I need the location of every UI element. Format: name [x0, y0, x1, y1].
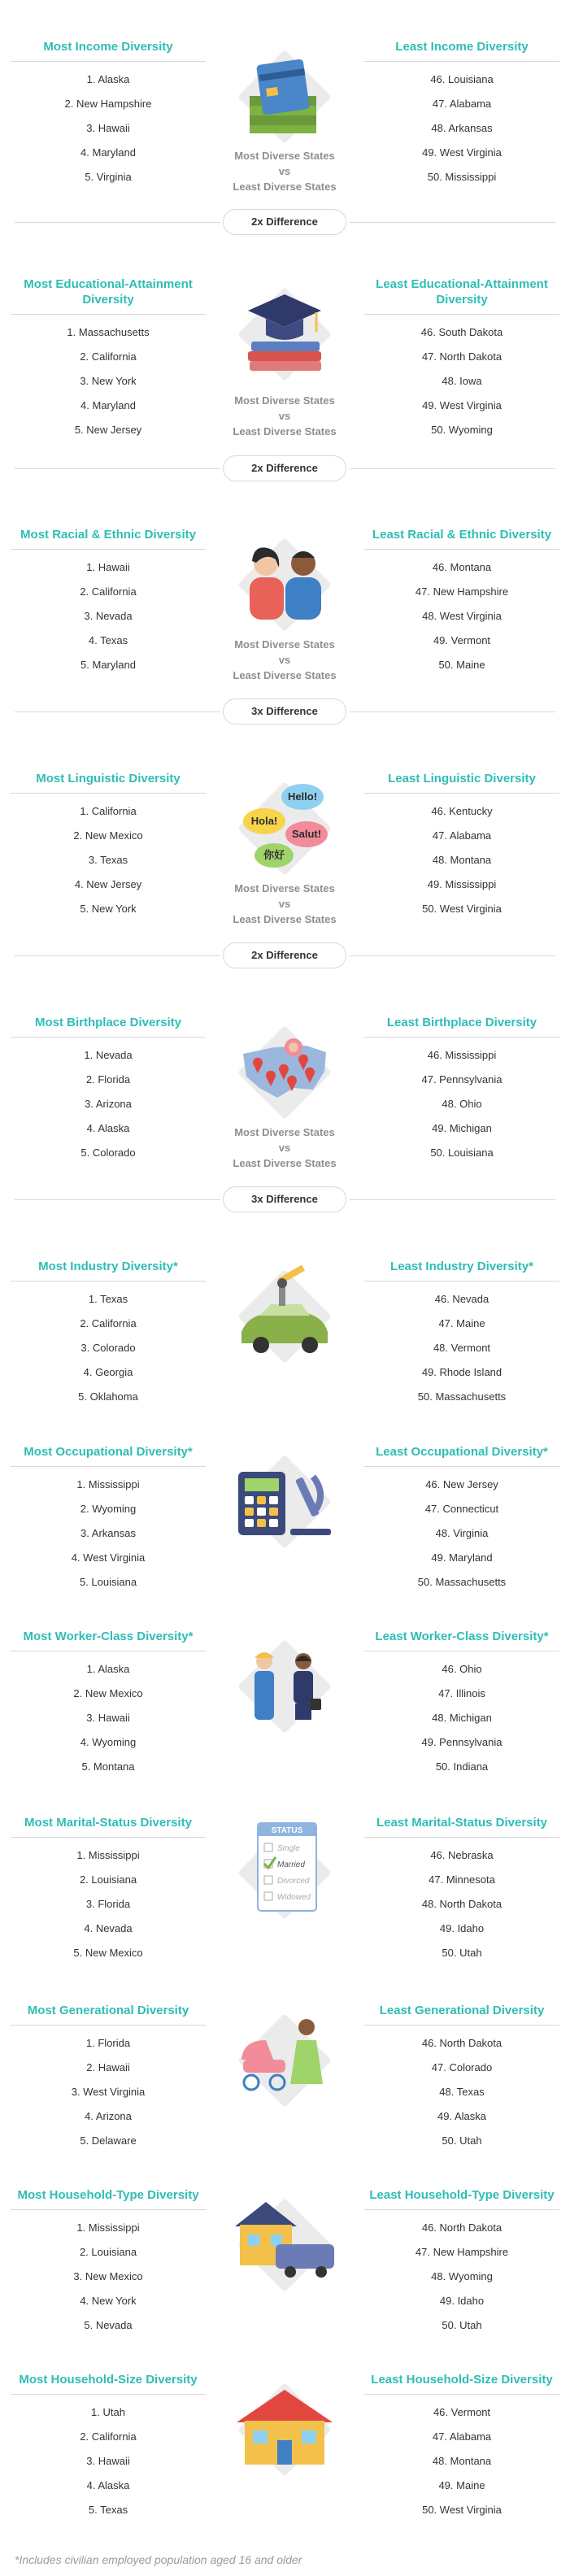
- list-item: 1. Texas: [88, 1293, 128, 1305]
- most-diverse-list: [11, 67, 206, 189]
- list-item: 50. Utah: [442, 1947, 482, 1959]
- least-diverse-title: Least Income Diversity: [364, 39, 559, 62]
- least-diverse-column: [364, 527, 559, 677]
- list-item: 1. California: [80, 805, 137, 817]
- list-item: 5. Delaware: [80, 2134, 137, 2147]
- list-item: 5. New York: [80, 903, 137, 915]
- most-diverse-title: Most Worker-Class Diversity*: [11, 1629, 206, 1651]
- list-item: 5. New Jersey: [74, 424, 142, 436]
- status-option: Widowed: [277, 1893, 311, 1902]
- comparison-text: vs: [278, 898, 291, 910]
- most-diverse-column: [11, 771, 206, 921]
- least-diverse-title: Least Generational Diversity: [364, 2003, 559, 2026]
- least-diverse-list: [364, 67, 559, 189]
- list-item: 49. Vermont: [433, 634, 491, 646]
- status-heading: STATUS: [271, 1826, 303, 1835]
- list-item: 2. California: [80, 585, 137, 598]
- least-diverse-list: [364, 555, 559, 677]
- divider-line: [15, 955, 220, 956]
- list-item: 4. Wyoming: [80, 1736, 137, 1748]
- most-diverse-list: [11, 2216, 206, 2338]
- most-diverse-column: [11, 1444, 206, 1595]
- list-item: 46. Louisiana: [430, 73, 494, 85]
- list-item: 48. Virginia: [435, 1527, 489, 1539]
- least-diverse-list: [364, 320, 559, 442]
- list-item: 4. Alaska: [86, 2479, 130, 2491]
- list-item: 46. Kentucky: [431, 805, 493, 817]
- status-option: Divorced: [277, 1877, 310, 1886]
- speech-bubbles-icon: [225, 771, 343, 893]
- list-item: 49. Rhode Island: [421, 1366, 503, 1378]
- bubble-text: Hola!: [250, 815, 278, 827]
- list-item: 1. Florida: [85, 2037, 131, 2049]
- list-item: 2. New Mexico: [73, 1687, 143, 1699]
- list-item: 1. Mississippi: [76, 1478, 140, 1490]
- list-item: 2. Florida: [85, 1073, 131, 1086]
- section-industry: [0, 1259, 570, 1421]
- list-item: 47. Colorado: [431, 2061, 493, 2073]
- least-diverse-column: [364, 1444, 559, 1595]
- list-item: 49. Idaho: [439, 2295, 485, 2307]
- comparison-text: Most Diverse States: [234, 150, 335, 162]
- list-item: 50. Maine: [438, 659, 485, 671]
- least-diverse-list: [364, 2031, 559, 2153]
- list-item: 3. New York: [80, 375, 137, 387]
- comparison-label: [220, 393, 350, 439]
- two-people-icon: [225, 527, 343, 649]
- divider-line: [350, 222, 555, 223]
- comparison-label: [220, 148, 350, 194]
- list-item: 47. Alabama: [432, 829, 492, 842]
- list-item: 1. Alaska: [86, 1663, 130, 1675]
- list-item: 2. New Mexico: [73, 829, 143, 842]
- list-item: 49. Mississippi: [427, 878, 497, 890]
- list-item: 46. New Jersey: [425, 1478, 498, 1490]
- list-item: 48. Ohio: [442, 1098, 482, 1110]
- list-item: 48. Montana: [432, 854, 492, 866]
- section-worker: [0, 1629, 570, 1791]
- difference-divider: [0, 454, 570, 483]
- difference-divider: [0, 1185, 570, 1214]
- list-item: 47. North Dakota: [421, 350, 503, 363]
- most-diverse-column: [11, 1815, 206, 1965]
- divider-line: [15, 222, 220, 223]
- list-item: 3. Hawaii: [86, 1712, 130, 1724]
- list-item: 46. South Dakota: [420, 326, 503, 338]
- list-item: 46. Vermont: [433, 2406, 491, 2418]
- least-diverse-column: [364, 2003, 559, 2153]
- most-diverse-list: [11, 1043, 206, 1165]
- least-diverse-list: [364, 1043, 559, 1165]
- list-item: 49. West Virginia: [422, 399, 502, 411]
- list-item: 2. New Hampshire: [64, 98, 152, 110]
- divider-line: [15, 468, 220, 469]
- list-item: 4. New Jersey: [74, 878, 142, 890]
- most-diverse-title: Most Educational-Attainment Diversity: [11, 276, 206, 315]
- difference-badge: 2x Difference: [223, 455, 346, 481]
- list-item: 47. New Hampshire: [415, 2246, 509, 2258]
- most-diverse-column: [11, 2187, 206, 2338]
- least-diverse-column: [364, 771, 559, 921]
- comparison-label: [220, 1125, 350, 1171]
- list-item: 1. Hawaii: [86, 561, 130, 573]
- comparison-text: Most Diverse States: [234, 394, 335, 407]
- list-item: 3. Hawaii: [86, 2455, 130, 2467]
- list-item: 2. Louisiana: [79, 1873, 137, 1886]
- status-form-icon: [225, 1815, 343, 1937]
- list-item: 46. North Dakota: [421, 2221, 503, 2234]
- most-diverse-column: [11, 1629, 206, 1779]
- bubble-text: 你好: [263, 849, 285, 861]
- least-diverse-list: [364, 1657, 559, 1779]
- comparison-text: vs: [278, 1142, 291, 1154]
- bubble-text: Salut!: [291, 828, 322, 840]
- most-diverse-title: Most Linguistic Diversity: [11, 771, 206, 794]
- list-item: 4. New York: [80, 2295, 137, 2307]
- most-diverse-column: [11, 2003, 206, 2153]
- list-item: 3. Arkansas: [80, 1527, 136, 1539]
- list-item: 1. Massachusetts: [67, 326, 150, 338]
- house-trailer-icon: [225, 2187, 343, 2309]
- list-item: 4. Alaska: [86, 1122, 130, 1134]
- list-item: 50. Utah: [442, 2319, 482, 2331]
- section-household_size: [0, 2372, 570, 2535]
- least-diverse-title: Least Household-Type Diversity: [364, 2187, 559, 2210]
- most-diverse-title: Most Birthplace Diversity: [11, 1015, 206, 1038]
- list-item: 49. Idaho: [439, 1922, 485, 1934]
- list-item: 3. West Virginia: [71, 2086, 146, 2098]
- list-item: 50. Indiana: [435, 1760, 489, 1773]
- most-diverse-column: [11, 2372, 206, 2522]
- list-item: 49. Maine: [438, 2479, 485, 2491]
- list-item: 2. Hawaii: [86, 2061, 130, 2073]
- least-diverse-column: [364, 1259, 559, 1409]
- list-item: 47. Alabama: [432, 2430, 492, 2443]
- least-diverse-title: Least Marital-Status Diversity: [364, 1815, 559, 1838]
- least-diverse-title: Least Racial & Ethnic Diversity: [364, 527, 559, 550]
- graduation-cap-books-icon: [225, 276, 343, 398]
- list-item: 3. Arizona: [85, 1098, 132, 1110]
- list-item: 46. Montana: [432, 561, 492, 573]
- most-diverse-title: Most Household-Type Diversity: [11, 2187, 206, 2210]
- list-item: 47. Alabama: [432, 98, 492, 110]
- least-diverse-column: [364, 1015, 559, 1165]
- calculator-microscope-icon: [225, 1444, 343, 1566]
- list-item: 46. Nevada: [434, 1293, 490, 1305]
- list-item: 5. Virginia: [85, 171, 132, 183]
- divider-line: [350, 1199, 555, 1200]
- status-option: Married: [277, 1860, 305, 1869]
- list-item: 5. Colorado: [80, 1147, 136, 1159]
- most-diverse-column: [11, 527, 206, 677]
- list-item: 46. Nebraska: [430, 1849, 494, 1861]
- least-diverse-title: Least Linguistic Diversity: [364, 771, 559, 794]
- list-item: 5. Maryland: [80, 659, 136, 671]
- most-diverse-title: Most Generational Diversity: [11, 2003, 206, 2026]
- difference-divider: [0, 697, 570, 726]
- list-item: 50. Mississippi: [427, 171, 497, 183]
- section-marital: [0, 1815, 570, 1978]
- section-occupational: [0, 1444, 570, 1607]
- list-item: 1. Alaska: [86, 73, 130, 85]
- list-item: 46. Mississippi: [427, 1049, 497, 1061]
- divider-line: [350, 955, 555, 956]
- least-diverse-list: [364, 799, 559, 921]
- list-item: 48. Iowa: [442, 375, 482, 387]
- list-item: 48. Arkansas: [431, 122, 493, 134]
- workers-icon: [225, 1629, 343, 1751]
- robot-arm-car-icon: [225, 1259, 343, 1381]
- least-diverse-title: Least Birthplace Diversity: [364, 1015, 559, 1038]
- list-item: 1. Nevada: [84, 1049, 133, 1061]
- list-item: 47. Pennsylvania: [421, 1073, 503, 1086]
- divider-line: [15, 1199, 220, 1200]
- comparison-text: Least Diverse States: [233, 669, 337, 681]
- least-diverse-column: [364, 276, 559, 442]
- least-diverse-title: Least Industry Diversity*: [364, 1259, 559, 1281]
- money-credit-card-icon: [225, 39, 343, 161]
- list-item: 48. Vermont: [433, 1342, 491, 1354]
- list-item: 4. West Virginia: [71, 1551, 146, 1564]
- list-item: 50. West Virginia: [422, 2504, 502, 2516]
- least-diverse-list: [364, 1843, 559, 1965]
- most-diverse-list: [11, 1287, 206, 1409]
- list-item: 5. New Mexico: [73, 1947, 143, 1959]
- list-item: 3. Hawaii: [86, 122, 130, 134]
- bubble-text: Hello!: [287, 790, 318, 803]
- comparison-text: vs: [278, 410, 291, 422]
- list-item: 2. Wyoming: [80, 1503, 137, 1515]
- list-item: 49. Alaska: [437, 2110, 486, 2122]
- house-icon: [225, 2372, 343, 2494]
- list-item: 1. Mississippi: [76, 1849, 140, 1861]
- list-item: 47. Connecticut: [424, 1503, 499, 1515]
- most-diverse-list: [11, 799, 206, 921]
- list-item: 47. Minnesota: [429, 1873, 495, 1886]
- list-item: 5. Nevada: [84, 2319, 133, 2331]
- list-item: 47. New Hampshire: [415, 585, 509, 598]
- list-item: 5. Texas: [88, 2504, 128, 2516]
- divider-line: [15, 711, 220, 712]
- section-generational: [0, 2003, 570, 2165]
- least-diverse-column: [364, 2187, 559, 2338]
- most-diverse-column: [11, 39, 206, 189]
- list-item: 50. Massachusetts: [417, 1576, 507, 1588]
- list-item: 4. Texas: [88, 634, 128, 646]
- least-diverse-title: Least Educational-Attainment Diversity: [364, 276, 559, 315]
- comparison-text: Least Diverse States: [233, 425, 337, 437]
- list-item: 46. Ohio: [442, 1663, 482, 1675]
- divider-line: [350, 468, 555, 469]
- list-item: 4. Georgia: [83, 1366, 133, 1378]
- us-map-pins-icon: [225, 1015, 343, 1137]
- least-diverse-title: Least Household-Size Diversity: [364, 2372, 559, 2395]
- comparison-text: Least Diverse States: [233, 913, 337, 925]
- list-item: 48. Wyoming: [431, 2270, 493, 2282]
- most-diverse-column: [11, 1015, 206, 1165]
- least-diverse-list: [364, 1473, 559, 1595]
- least-diverse-column: [364, 1815, 559, 1965]
- list-item: 46. North Dakota: [421, 2037, 503, 2049]
- least-diverse-title: Least Worker-Class Diversity*: [364, 1629, 559, 1651]
- most-diverse-title: Most Household-Size Diversity: [11, 2372, 206, 2395]
- list-item: 3. Texas: [88, 854, 128, 866]
- list-item: 48. North Dakota: [421, 1898, 503, 1910]
- divider-line: [350, 711, 555, 712]
- list-item: 3. Nevada: [84, 610, 133, 622]
- list-item: 49. West Virginia: [422, 146, 502, 159]
- list-item: 50. Utah: [442, 2134, 482, 2147]
- list-item: 3. Colorado: [80, 1342, 136, 1354]
- list-item: 2. California: [80, 2430, 137, 2443]
- most-diverse-title: Most Racial & Ethnic Diversity: [11, 527, 206, 550]
- comparison-text: Most Diverse States: [234, 882, 335, 894]
- status-option: Single: [277, 1844, 300, 1853]
- list-item: 2. California: [80, 350, 137, 363]
- least-diverse-column: [364, 39, 559, 189]
- least-diverse-list: [364, 2400, 559, 2522]
- woman-stroller-icon: [225, 2003, 343, 2125]
- list-item: 2. Louisiana: [79, 2246, 137, 2258]
- list-item: 4. Maryland: [80, 146, 136, 159]
- difference-badge: 2x Difference: [223, 942, 346, 968]
- list-item: 2. California: [80, 1317, 137, 1329]
- most-diverse-column: [11, 1259, 206, 1409]
- section-household_type: [0, 2187, 570, 2350]
- list-item: 50. Wyoming: [431, 424, 493, 436]
- list-item: 47. Maine: [438, 1317, 485, 1329]
- list-item: 5. Montana: [81, 1760, 135, 1773]
- least-diverse-column: [364, 2372, 559, 2522]
- comparison-text: vs: [278, 165, 291, 177]
- list-item: 48. Montana: [432, 2455, 492, 2467]
- most-diverse-list: [11, 1843, 206, 1965]
- difference-badge: 3x Difference: [223, 698, 346, 724]
- least-diverse-list: [364, 2216, 559, 2338]
- most-diverse-column: [11, 276, 206, 442]
- comparison-text: Least Diverse States: [233, 1157, 337, 1169]
- list-item: 5. Louisiana: [79, 1576, 137, 1588]
- comparison-text: Most Diverse States: [234, 638, 335, 651]
- difference-badge: 3x Difference: [223, 1186, 346, 1212]
- list-item: 5. Oklahoma: [78, 1390, 138, 1403]
- comparison-label: [220, 637, 350, 683]
- list-item: 48. Michigan: [432, 1712, 492, 1724]
- list-item: 50. Louisiana: [430, 1147, 494, 1159]
- most-diverse-title: Most Marital-Status Diversity: [11, 1815, 206, 1838]
- comparison-text: Most Diverse States: [234, 1126, 335, 1138]
- most-diverse-list: [11, 555, 206, 677]
- most-diverse-list: [11, 2400, 206, 2522]
- comparison-text: Least Diverse States: [233, 181, 337, 193]
- list-item: 4. Arizona: [85, 2110, 132, 2122]
- list-item: 48. Texas: [439, 2086, 485, 2098]
- most-diverse-title: Most Income Diversity: [11, 39, 206, 62]
- list-item: 49. Pennsylvania: [421, 1736, 503, 1748]
- most-diverse-list: [11, 320, 206, 442]
- list-item: 50. Massachusetts: [417, 1390, 507, 1403]
- least-diverse-list: [364, 1287, 559, 1409]
- most-diverse-list: [11, 1473, 206, 1595]
- difference-divider: [0, 207, 570, 237]
- most-diverse-list: [11, 1657, 206, 1779]
- list-item: 1. Utah: [91, 2406, 125, 2418]
- difference-divider: [0, 941, 570, 970]
- least-diverse-column: [364, 1629, 559, 1779]
- difference-badge: 2x Difference: [223, 209, 346, 235]
- list-item: 3. New Mexico: [73, 2270, 143, 2282]
- list-item: 3. Florida: [85, 1898, 131, 1910]
- comparison-text: vs: [278, 654, 291, 666]
- list-item: 4. Maryland: [80, 399, 136, 411]
- most-diverse-title: Most Industry Diversity*: [11, 1259, 206, 1281]
- list-item: 1. Mississippi: [76, 2221, 140, 2234]
- list-item: 50. West Virginia: [422, 903, 502, 915]
- list-item: 4. Nevada: [84, 1922, 133, 1934]
- least-diverse-title: Least Occupational Diversity*: [364, 1444, 559, 1467]
- list-item: 49. Maryland: [431, 1551, 493, 1564]
- most-diverse-title: Most Occupational Diversity*: [11, 1444, 206, 1467]
- list-item: 47. Illinois: [438, 1687, 485, 1699]
- list-item: 49. Michigan: [432, 1122, 492, 1134]
- list-item: 48. West Virginia: [422, 610, 502, 622]
- most-diverse-list: [11, 2031, 206, 2153]
- comparison-label: [220, 881, 350, 927]
- footnote: *Includes civilian employed population aged 16 and older: [15, 2553, 302, 2566]
